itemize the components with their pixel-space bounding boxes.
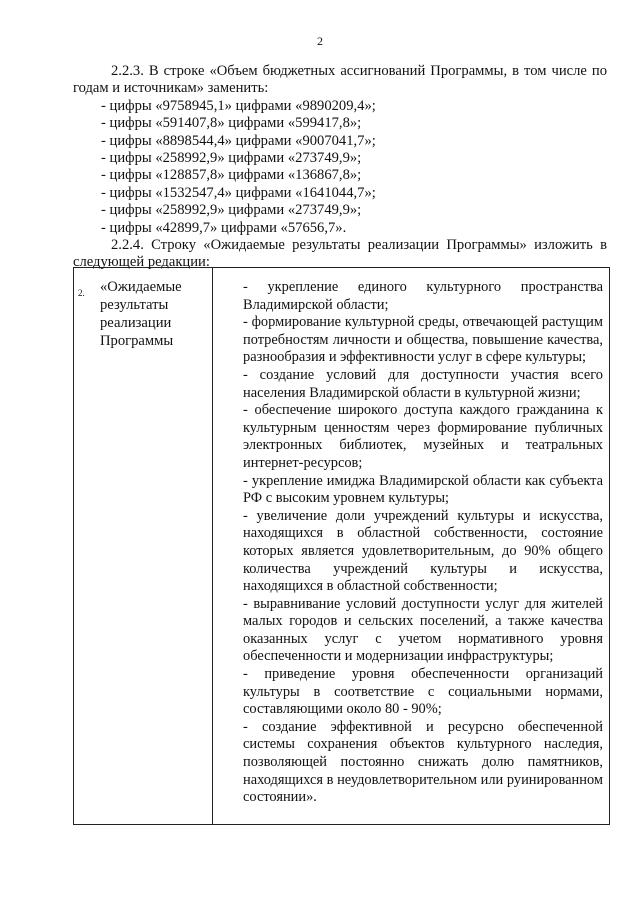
label-line: результаты [100, 297, 169, 313]
label-line: реализации [100, 315, 172, 331]
replacement-item: - цифры «591407,8» цифрами «599417,8»; [101, 115, 362, 132]
result-item: - формирование культурной среды, отвечающей растущим потребностям личности и общества, повышение качества, разнообразия и эффективности услуг в сфере культуры; [243, 314, 603, 366]
replacement-item: - цифры «42899,7» цифрами «57656,7». [101, 219, 347, 236]
row-number: 2. [78, 288, 85, 298]
result-item: - укрепление имиджа Владимирской области как субъекта РФ с высоким уровнем культуры; [243, 472, 603, 507]
label-line: «Ожидаемые [100, 279, 182, 295]
replacement-item: - цифры «128857,8» цифрами «136867,8»; [101, 167, 362, 184]
result-item: - создание условий для доступности участия всего населения Владимирской области в культурной жизни; [243, 366, 603, 401]
result-item: - обеспечение широкого доступа каждого гражданина к культурным ценностям через формирование публичных электронных библиотек, музейных и театральных интернет-ресурсов; [243, 402, 603, 471]
result-item: - приведение уровня обеспеченности организаций культуры в соответствие с социальными нормами, составляющими около 80 - 90%; [243, 666, 603, 718]
table-content-cell [213, 268, 609, 824]
page-number: 2 [317, 34, 323, 48]
replacement-item: - цифры «258992,9» цифрами «273749,9»; [101, 150, 362, 167]
replacement-item: - цифры «8898544,4» цифрами «9007041,7»; [101, 132, 376, 149]
replacement-item: - цифры «258992,9» цифрами «273749,9»; [101, 202, 362, 219]
label-line: Программы [100, 333, 174, 349]
section-2-2-4-intro: 2.2.4. Строку «Ожидаемые результаты реализации Программы» изложить в следующей редакции: [73, 237, 607, 271]
replacement-item: - цифры «9758945,1» цифрами «9890209,4»; [101, 97, 376, 114]
section-2-2-3-intro: 2.2.3. В строке «Объем бюджетных ассигнований Программы, в том числе по годам и источникам» заменить: [73, 63, 607, 97]
table-label-cell [74, 268, 213, 824]
result-item: - укрепление единого культурного пространства Владимирской области; [243, 279, 603, 313]
expected-results-table [73, 267, 610, 825]
result-item: - создание эффективной и ресурсно обеспеченной системы сохранения объектов культурного наследия, позволяющей постоянно снижать долю памятников, находящихся в неудовлетворительном или руинированном состоянии». [243, 718, 603, 806]
result-item: - увеличение доли учреждений культуры и искусства, находящихся в областной собственности, состояние которых является удовлетворительным, до 90% общего количества учреждений культуры и искусства, находящихся в областной собственности; [243, 507, 603, 595]
result-item: - выравнивание условий доступности услуг для жителей малых городов и сельских поселений, а также качества оказанных услуг с учетом нормативного уровня обеспеченности и модернизации инфраструктуры; [243, 595, 603, 665]
document-body [73, 63, 607, 272]
replacement-item: - цифры «1532547,4» цифрами «1641044,7»; [101, 184, 376, 201]
replacement-list [73, 98, 607, 237]
